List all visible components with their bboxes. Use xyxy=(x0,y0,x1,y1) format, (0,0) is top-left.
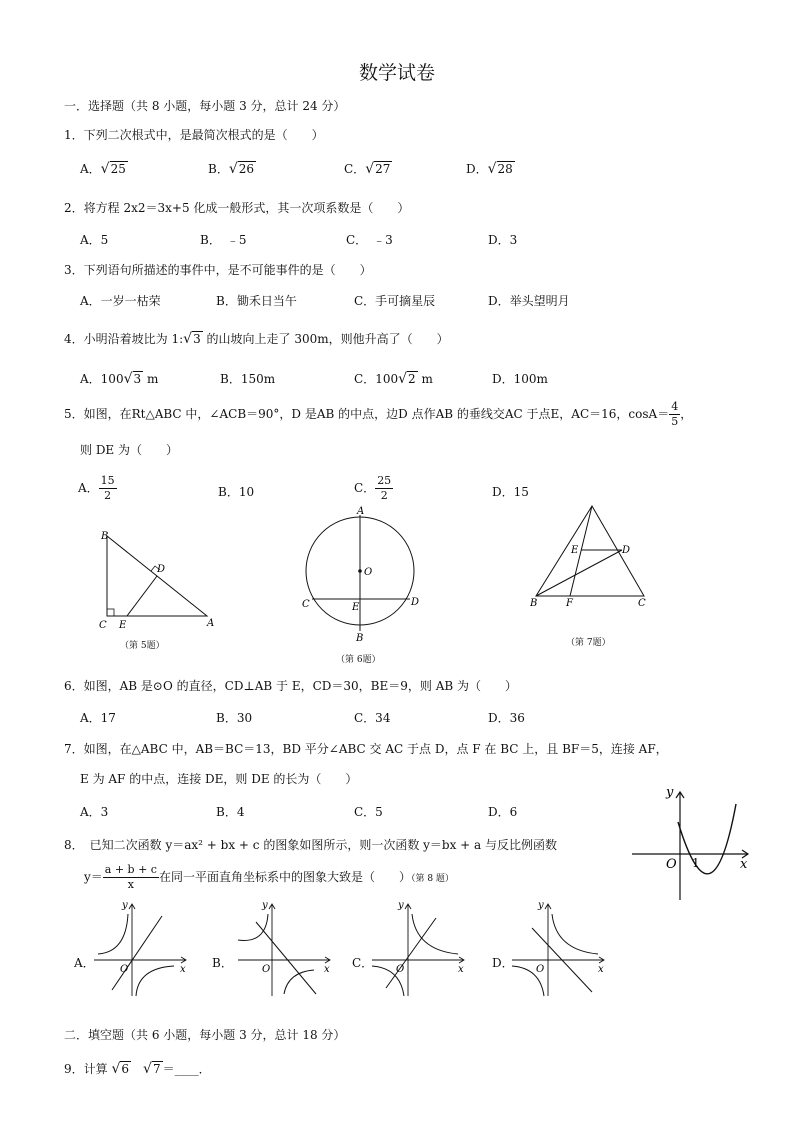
section-fill-header: 二．填空题（共 6 小题，每小题 3 分，总计 18 分） xyxy=(64,1028,346,1042)
question-2-stem: 2．将方程 2x2＝3x+5 化成一般形式，其一次项系数是（ ） xyxy=(64,201,410,215)
svg-text:1: 1 xyxy=(692,856,700,870)
figure-8-caption: （第 8 题） xyxy=(410,874,454,884)
svg-text:x: x xyxy=(458,964,464,975)
svg-text:y: y xyxy=(122,900,128,911)
q7-option-b: B．4 xyxy=(216,805,245,819)
svg-text:O: O xyxy=(396,964,405,975)
q8-option-c-label: C． xyxy=(352,956,374,970)
q5-option-c: C． $\frac{25}{2}$ xyxy=(354,474,392,502)
svg-text:O: O xyxy=(536,964,545,975)
q2-option-d: D．3 xyxy=(488,233,518,247)
question-7-stem: 7．如图，在△ABC 中，AB＝BC＝13，BD 平分∠ABC 交 AC 于点 D，点 F 在 BC 上，且 BF＝5，连接 AF， xyxy=(64,742,668,756)
q5-option-b: B．10 xyxy=(218,485,255,499)
q7-option-a: A．3 xyxy=(80,805,109,819)
figure-7-caption: （第 7题） xyxy=(566,638,611,648)
svg-text:D: D xyxy=(157,564,166,575)
q5-option-a: A． $\frac{15}{2}$ xyxy=(78,474,115,502)
svg-text:y: y xyxy=(666,785,674,800)
q6-option-d: D．36 xyxy=(488,711,525,725)
q2-option-a: A．5 xyxy=(80,233,109,247)
svg-text:B: B xyxy=(101,531,109,542)
q8-option-a-label: A． xyxy=(74,956,95,970)
question-3-stem: 3．下列语句所描述的事件中，是不可能事件的是（ ） xyxy=(64,263,372,277)
cos-fraction: $\frac{4}{5}$ xyxy=(671,400,679,428)
svg-text:x: x xyxy=(740,857,748,872)
figure-5-caption: （第 5题） xyxy=(120,641,165,651)
q8-option-d-label: D． xyxy=(492,956,514,970)
q7-option-c: C．5 xyxy=(354,805,383,819)
q2-option-c: C． ﹣3 xyxy=(346,233,393,247)
svg-text:x: x xyxy=(598,964,604,975)
question-5-line2: 则 DE 为（ ） xyxy=(80,443,179,457)
svg-text:O: O xyxy=(262,964,271,975)
q1-option-c: C．√27 xyxy=(344,161,391,177)
figure-7-triangle xyxy=(524,498,654,613)
figure-8-parabola xyxy=(630,784,755,904)
question-9-stem: 9．计算 √6 √7 ＝____． xyxy=(64,1061,211,1077)
q6-option-c: C．34 xyxy=(354,711,391,725)
svg-text:E: E xyxy=(571,545,579,556)
svg-text:x: x xyxy=(324,964,330,975)
svg-text:O: O xyxy=(364,567,373,578)
question-4-stem: 4．小明沿着坡比为 1:√3 的山坡向上走了 300m，则他升高了（ ） xyxy=(64,331,449,347)
svg-text:O: O xyxy=(120,964,129,975)
q8-option-b-label: B． xyxy=(212,956,233,970)
svg-text:y: y xyxy=(398,900,404,911)
q3-option-b: B．锄禾日当午 xyxy=(216,294,297,308)
q1-option-b: B．√26 xyxy=(208,161,255,177)
question-1-stem: 1．下列二次根式中，是最简次根式的是（ ） xyxy=(64,128,324,142)
question-6-stem: 6．如图，AB 是⊙O 的直径，CD⊥AB 于 E，CD＝30，BE＝9，则 AB 为（ ） xyxy=(64,679,518,693)
q3-option-d: D．举头望明月 xyxy=(488,294,570,308)
q3-option-a: A．一岁一枯荣 xyxy=(80,294,161,308)
svg-text:C: C xyxy=(99,620,107,631)
svg-text:D: D xyxy=(622,545,631,556)
question-7-line2: E 为 AF 的中点，连接 DE，则 DE 的长为（ ） xyxy=(80,772,358,786)
q4-option-b: B．150m xyxy=(220,372,276,386)
svg-text:B: B xyxy=(356,633,364,644)
question-5-stem: 5．如图，在Rt△ABC 中，∠ACB＝90°，D 是AB 的中点，边D 点作AB 的垂线交AC 于点E，AC＝16，cosA＝ $\frac{4}{5}$ ， xyxy=(64,400,693,428)
page-title: 数学试卷 xyxy=(358,62,435,84)
q1-option-d: D．√28 xyxy=(466,161,513,177)
q8-option-b-graph xyxy=(236,900,334,998)
q8-option-d-graph xyxy=(510,900,608,998)
q8-option-a-graph xyxy=(92,900,190,998)
figure-6-circle xyxy=(298,505,428,645)
q8-option-c-graph xyxy=(370,900,468,998)
svg-text:C: C xyxy=(638,598,646,609)
svg-text:A: A xyxy=(357,506,365,517)
svg-text:O: O xyxy=(666,857,677,872)
svg-text:C: C xyxy=(302,599,310,610)
svg-text:x: x xyxy=(180,964,186,975)
figure-6-caption: （第 6题） xyxy=(336,655,381,665)
figure-5-right-triangle xyxy=(95,528,225,633)
svg-text:B: B xyxy=(530,598,538,609)
question-8-line2: y＝ $\frac{a + b + c}{x}$ 在同一平面直角坐标系中的图象大致是（ ）（第 8 题） xyxy=(84,863,454,891)
svg-text:E: E xyxy=(119,620,127,631)
svg-text:F: F xyxy=(566,598,573,609)
svg-text:D: D xyxy=(411,597,420,608)
q5-option-d: D．15 xyxy=(492,485,529,499)
svg-text:A: A xyxy=(207,618,215,629)
svg-text:y: y xyxy=(262,900,268,911)
q2-option-b: B． ﹣5 xyxy=(200,233,247,247)
q3-option-c: C．手可摘星辰 xyxy=(354,294,436,308)
q4-option-c: C．100√2 m xyxy=(354,371,433,387)
question-8-stem: 8． 已知二次函数 y＝ax² + bx + c 的图象如图所示，则一次函数 y＝bx + a 与反比例函数 xyxy=(64,838,558,852)
svg-text:y: y xyxy=(538,900,544,911)
q1-option-a: A．√25 xyxy=(80,161,126,177)
section-choice-header: 一．选择题（共 8 小题，每小题 3 分，总计 24 分） xyxy=(64,99,346,113)
q6-option-b: B．30 xyxy=(216,711,253,725)
svg-text:E: E xyxy=(352,602,360,613)
q7-option-d: D．6 xyxy=(488,805,518,819)
q4-option-d: D．100m xyxy=(492,372,548,386)
q6-option-a: A．17 xyxy=(80,711,116,725)
q4-option-a: A．100√3 m xyxy=(80,371,159,387)
